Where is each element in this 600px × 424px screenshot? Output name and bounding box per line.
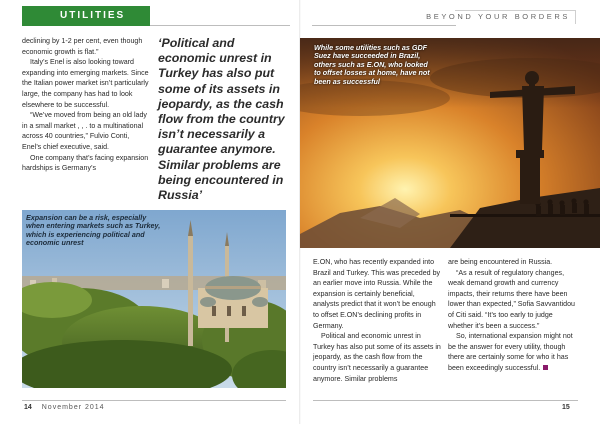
right-text-column-1 [313,257,441,384]
header-rule [150,25,290,26]
section-header: BEYOND YOUR BORDERS [426,12,570,21]
left-footer [24,404,105,411]
section-tab: UTILITIES [22,6,150,26]
right-photo-caption: While some utilities such as GDF Suez have succeeded in Brazil, others such as E.ON, who looked to offset losses at home, have not been as successful [314,43,430,86]
paragraph [448,331,576,373]
footer-rule [22,400,286,401]
left-photo-caption: Expansion can be a risk, especially when entering markets such as Turkey, which is experiencing political and economic unrest [26,213,161,248]
paragraph: “We’ve moved from being an old lady in a small market , , . to a multinational across 40 countries,” Fulvio Conti, Enel’s chief executive, said. [22,111,147,151]
right-text-column-2 [448,257,576,374]
paragraph: “As a result of regulatory changes, weak demand growth and currency impacts, their returns there have been lower than expected,” Sofia Savvantidou of Citi said. “It’s too early to judge whether it’s been a success.” [448,268,575,330]
paragraph: Italy’s Enel is also looking toward expanding into emerging markets. Since the Italian power market isn’t particularly large, the company has had to look elsewhere to be successful. [22,58,149,109]
paragraph: One company that’s facing expansion hardships is Germany’s [22,153,149,173]
paragraph: are being encountered in Russia. [448,258,553,266]
issue-date: November 2014 [41,404,105,411]
paragraph: E.ON, who has recently expanded into Brazil and Turkey. This was preceded by an earlier move into Russia. While the expansion is certainly beneficial, analysts predict that it won’t be enough to offset E.ON’s declining profits in Germany. [313,258,441,330]
header-rule-right [312,25,456,26]
paragraph-text: So, international expansion might not be the answer for every utility, though there are certainly some for who it has been exceedingly successful. [448,332,573,372]
paragraph: Political and economic unrest in Turkey has also put some of its assets in jeopardy, as the cash flow from the country isn’t necessarily a guarantee anymore. Similar problems [313,332,441,383]
pull-quote: ‘Political and economic unrest in Turkey has also put some of its assets in jeopardy, as the cash flow from the country isn’t necessarily a guarantee anymore. Similar problems are being encountered in Russia’ [158,36,285,203]
right-page-number: 15 [562,404,570,411]
end-mark [543,365,548,370]
mosque-photo [22,210,286,388]
footer-rule-right [313,400,578,401]
left-text-column [22,36,150,174]
paragraph: declining by 1-2 per cent, even though economic growth is flat.” [22,37,143,56]
page-number: 14 [24,404,32,411]
christ-photo [300,38,600,248]
